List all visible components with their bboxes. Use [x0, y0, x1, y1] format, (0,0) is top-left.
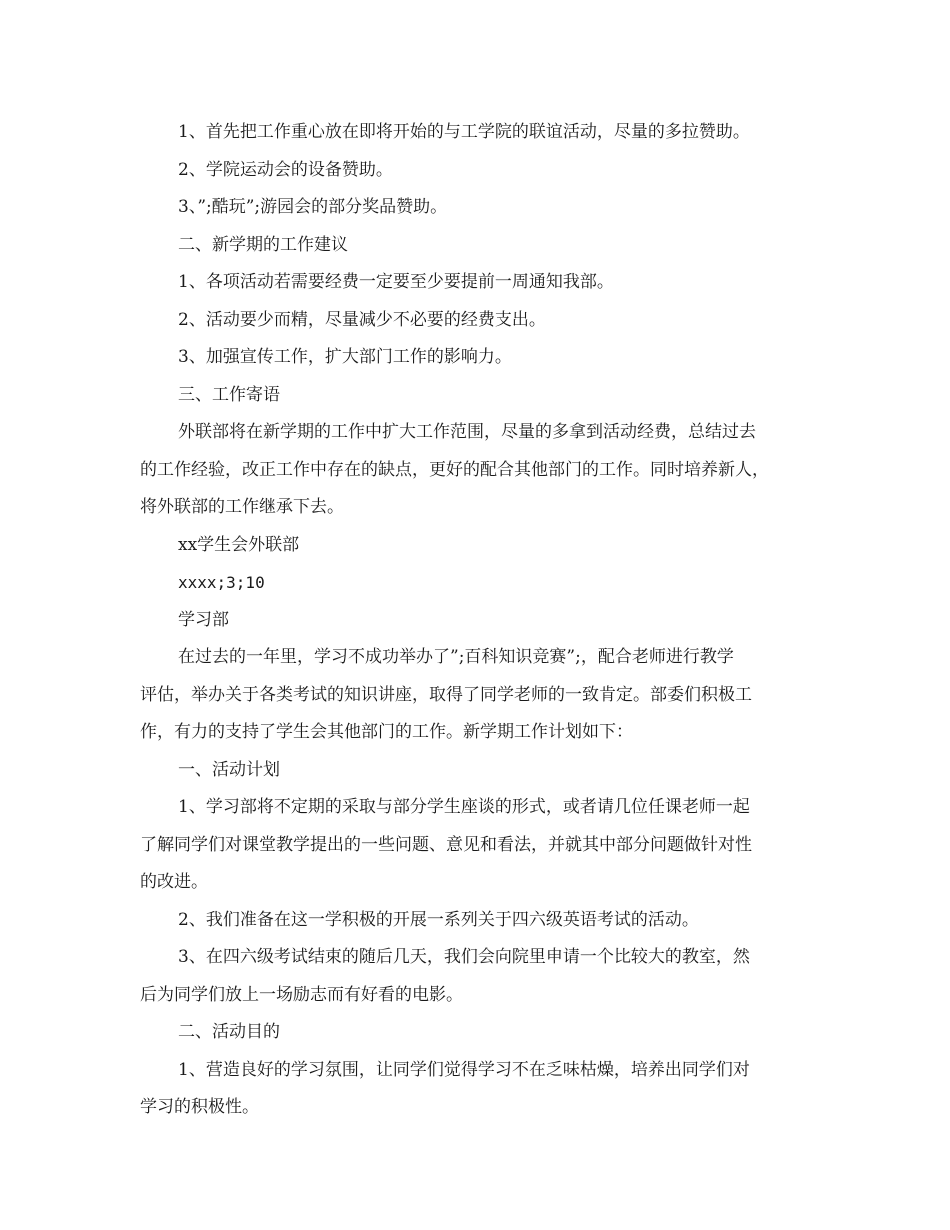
paragraph-line: 了解同学们对课堂教学提出的一些问题、意见和看法，并就其中部分问题做针对性 [140, 834, 752, 855]
paragraph-line: 3、加强宣传工作，扩大部门工作的影响力。 [178, 347, 512, 367]
paragraph-line: 2、活动要少而精，尽量减少不必要的经费支出。 [178, 309, 546, 330]
signature-org: xx学生会外联部 [178, 534, 300, 555]
paragraph-line: 的改进。 [140, 872, 208, 892]
paragraph-line: 的工作经验，改正工作中存在的缺点，更好的配合其他部门的工作。同时培养新人， [140, 459, 769, 480]
section-heading: 二、活动目的 [178, 1022, 280, 1042]
signature-date: xxxx;3;10 [178, 573, 265, 592]
paragraph-line: 1、各项活动若需要经费一定要至少要提前一周通知我部。 [178, 272, 614, 292]
section-heading: 三、工作寄语 [178, 384, 280, 405]
paragraph-line: 在过去的一年里，学习不成功举办了”;百科知识竞赛”;，配合老师进行教学 [178, 647, 734, 667]
paragraph-line: 3、”;酷玩”;游园会的部分奖品赞助。 [178, 197, 448, 217]
paragraph-line: 3、在四六级考试结束的随后几天，我们会向院里申请一个比较大的教室，然 [178, 947, 750, 967]
section-heading: 一、活动计划 [178, 759, 280, 780]
paragraph-line: 外联部将在新学期的工作中扩大工作范围，尽量的多拿到活动经费，总结过去 [178, 422, 756, 442]
paragraph-line: 2、我们准备在这一学积极的开展一系列关于四六级英语考试的活动。 [178, 909, 699, 930]
paragraph-line: 1、首先把工作重心放在即将开始的与工学院的联谊活动，尽量的多拉赞助。 [178, 122, 750, 142]
paragraph-line: 1、营造良好的学习氛围，让同学们觉得学习不在乏味枯燥，培养出同学们对 [178, 1059, 750, 1080]
paragraph-line: 评估，举办关于各类考试的知识讲座，取得了同学老师的一致肯定。部委们积极工 [140, 684, 752, 705]
document-body [140, 114, 830, 1127]
paragraph-line: 作，有力的支持了学生会其他部门的工作。新学期工作计划如下： [140, 722, 633, 742]
department-title: 学习部 [178, 609, 229, 630]
paragraph-line: 1、学习部将不定期的采取与部分学生座谈的形式，或者请几位任课老师一起 [178, 797, 750, 817]
section-heading: 二、新学期的工作建议 [178, 234, 348, 255]
paragraph-line: 将外联部的工作继承下去。 [140, 497, 344, 517]
paragraph-line: 后为同学们放上一场励志而有好看的电影。 [140, 984, 463, 1005]
paragraph-line: 学习的积极性。 [140, 1097, 259, 1117]
paragraph-line: 2、学院运动会的设备赞助。 [178, 159, 393, 180]
